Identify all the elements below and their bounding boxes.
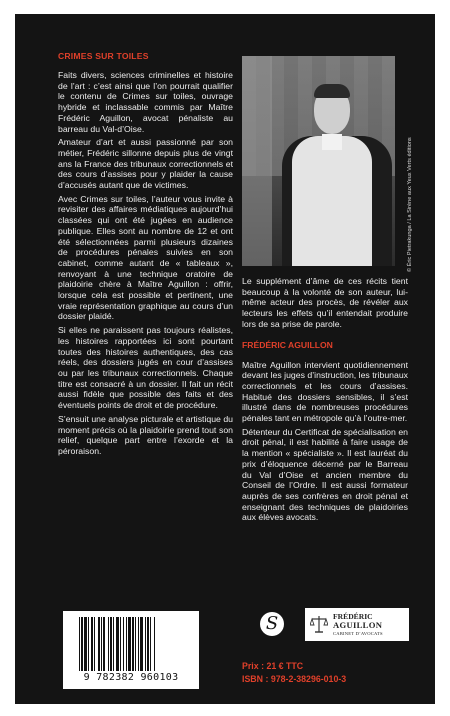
price: Prix : 21 € TTC (242, 661, 304, 671)
scales-icon (310, 614, 328, 634)
price-block (242, 660, 346, 686)
author-photo (242, 56, 395, 266)
barcode-bar (81, 617, 83, 671)
barcode-bar (154, 617, 155, 671)
barcode-bar (98, 617, 100, 671)
barcode-bar (132, 617, 134, 671)
cabinet-logo-line2: AGUILLON (333, 620, 383, 630)
barcode-bar (135, 617, 136, 671)
author-heading: FRÉDÉRIC AGUILLON (242, 339, 333, 350)
barcode-bar (79, 617, 80, 671)
intro-paragraph: Le supplément d’âme de ces récits tient beaucoup à la volonté de son auteur, lui-même acteur des procès, de révéler aux lecteurs les effets qu’il entendait produire lors de sa prise de parole. (242, 276, 408, 329)
barcode-bar (120, 617, 121, 671)
barcode-bar (123, 617, 124, 671)
cabinet-logo (305, 608, 409, 641)
barcode-bar (147, 617, 149, 671)
left-column (58, 51, 233, 460)
barcode (63, 611, 199, 689)
author-paragraph: Détenteur du Certificat de spécialisation en droit pénal, il est habilité à faire usage de la mention « spécialiste ». Il est lauréat du prix d’éloquence décerné par le Barreau du Val d’Oise et ancien membre du Conseil de l’Ordre. Il est aussi formateur auprès de ses confrères en droit pénal et enseignant des techniques de plaidoiries aux élèves avocats. (242, 426, 408, 523)
barcode-bar (138, 617, 139, 671)
cabinet-logo-line3: CABINET D’AVOCATS (333, 631, 383, 636)
barcode-bar (101, 617, 102, 671)
barcode-bar (110, 617, 112, 671)
barcode-bar (116, 617, 119, 671)
barcode-bar (94, 617, 95, 671)
author-paragraph: Maître Aguillon intervient quotidiennement devant les juges d’instruction, les tribunaux correctionnels et les cours d’assises. Habitué des dossiers sensibles, il s’est illustré dans de nombreuses procédures pénales tant en métropole qu’à l’outre-mer. (242, 359, 408, 424)
isbn: ISBN : 978-2-38296-010-3 (242, 674, 347, 684)
barcode-bar (108, 617, 109, 671)
barcode-bar (145, 617, 146, 671)
barcode-number: 9 782382 960103 (83, 672, 179, 683)
barcode-bar (91, 617, 93, 671)
book-back-cover (15, 14, 435, 704)
photo-credit: © Éric Pietrakunga / La Sirène aux Yeux Verts éditions (407, 137, 413, 272)
barcode-bars (77, 617, 187, 671)
barcode-bar (103, 617, 105, 671)
barcode-bar (150, 617, 151, 671)
summary-paragraph: S’ensuit une analyse picturale et artistique du moment précis où la plaidoirie prend tout son relief, quelque part entre l’exorde et la péroraison. (58, 413, 233, 456)
barcode-bar (140, 617, 143, 671)
summary-paragraph: Si elles ne paraissent pas toujours réalistes, les histoires rapportées ici sont pourtant toutes des histoires authentiques, des cas réels, des dossiers jugés en cour d’assises ou par les tribunaux correctionnels. Chaque titre est consacré à un dossier. Il fait un récit aussi fidèle que possible des faits et des éventuels points de droit et de procédure. (58, 325, 233, 411)
publisher-logo: S (260, 612, 284, 636)
barcode-bar (88, 617, 89, 671)
right-column (242, 276, 408, 526)
summary-paragraph: Amateur d’art et aussi passionné par son métier, Frédéric sillonne depuis plus de vingt ans la France des tribunaux correctionnels et des cours d’assises pour y plaider la cause d’accusés autant que de victimes. (58, 137, 233, 191)
barcode-bar (128, 617, 131, 671)
summary-paragraph: Avec Crimes sur toiles, l’auteur vous invite à revisiter des affaires médiatiques aujourd’hui classées qui ont été jugées en audience publique. Elles sont au nombre de 12 et ont été sélectionnées parmi plusieurs dizaines de procédures pénales suivies en son cabinet, comme autant de « tableaux », renvoyant à une technique oratoire de plaidoirie chère à Maître Aguillon : offrir, lorsque cela est possible et pertinent, une vraie représentation graphique au cours d’un dossier plaidé. (58, 193, 233, 322)
section-title: CRIMES SUR TOILES (58, 51, 149, 61)
barcode-bar (84, 617, 87, 671)
summary-paragraph: Faits divers, sciences criminelles et histoire de l’art : c’est ainsi que l’on pourrait qualifier le contenu de Crimes sur toiles, ouvrage hybride et inclassable commis par Maître Frédéric Aguillon, avocat pénaliste au barreau du Val-d’Oise. (58, 70, 233, 134)
barcode-bar (126, 617, 127, 671)
cabinet-logo-line1: FRÉDÉRIC (333, 612, 373, 621)
barcode-bar (113, 617, 114, 671)
